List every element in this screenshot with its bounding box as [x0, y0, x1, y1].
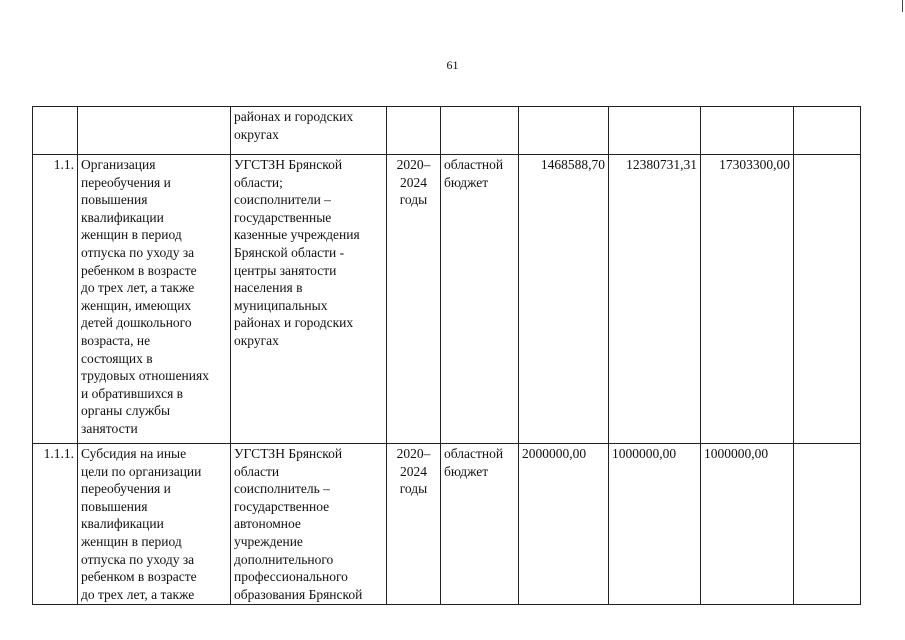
row-index: 1.1.1.: [33, 444, 78, 605]
row-extra: [794, 155, 861, 444]
row-executor: УГСТЗН Брянской области; соисполнители – государственные казенные учреждения Брянской области - центры занятости населения в муниципальных районах и городских округах: [231, 155, 387, 444]
cell-executor: районах и городских округах: [231, 107, 387, 155]
scan-edge-mark: [902, 0, 903, 12]
table-row: [33, 444, 861, 605]
row-period: 2020– 2024 годы: [387, 155, 441, 444]
cell-period: [387, 107, 441, 155]
cell-value-2: [609, 107, 701, 155]
program-table: [32, 106, 861, 605]
row-value-2: 1000000,00: [609, 444, 701, 605]
cell-extra: [794, 107, 861, 155]
table-row-continuation: [33, 107, 861, 155]
row-value-3: 1000000,00: [701, 444, 794, 605]
row-executor: УГСТЗН Брянской области соисполнитель – государственное автономное учреждение дополнительного профессионального образования Брянской: [231, 444, 387, 605]
row-extra: [794, 444, 861, 605]
cell-value-1: [519, 107, 609, 155]
table-row: [33, 155, 861, 444]
page-number: 61: [446, 58, 459, 72]
row-value-3: 17303300,00: [701, 155, 794, 444]
row-source: областной бюджет: [441, 444, 519, 605]
cell-index: [33, 107, 78, 155]
row-value-1: 1468588,70: [519, 155, 609, 444]
cell-source: [441, 107, 519, 155]
row-source: областной бюджет: [441, 155, 519, 444]
row-index: 1.1.: [33, 155, 78, 444]
cell-value-3: [701, 107, 794, 155]
row-period: 2020– 2024 годы: [387, 444, 441, 605]
row-value-1: 2000000,00: [519, 444, 609, 605]
row-name: Субсидия на иные цели по организации переобучения и повышения квалификации женщин в период отпуска по уходу за ребенком в возрасте до трех лет, а также: [78, 444, 231, 605]
cell-name: [78, 107, 231, 155]
row-name: Организация переобучения и повышения квалификации женщин в период отпуска по уходу за ребенком в возрасте до трех лет, а также женщин, имеющих детей дошкольного возраста, не состоящих в трудовых отношениях и обратившихся в органы службы занятости: [78, 155, 231, 444]
row-value-2: 12380731,31: [609, 155, 701, 444]
